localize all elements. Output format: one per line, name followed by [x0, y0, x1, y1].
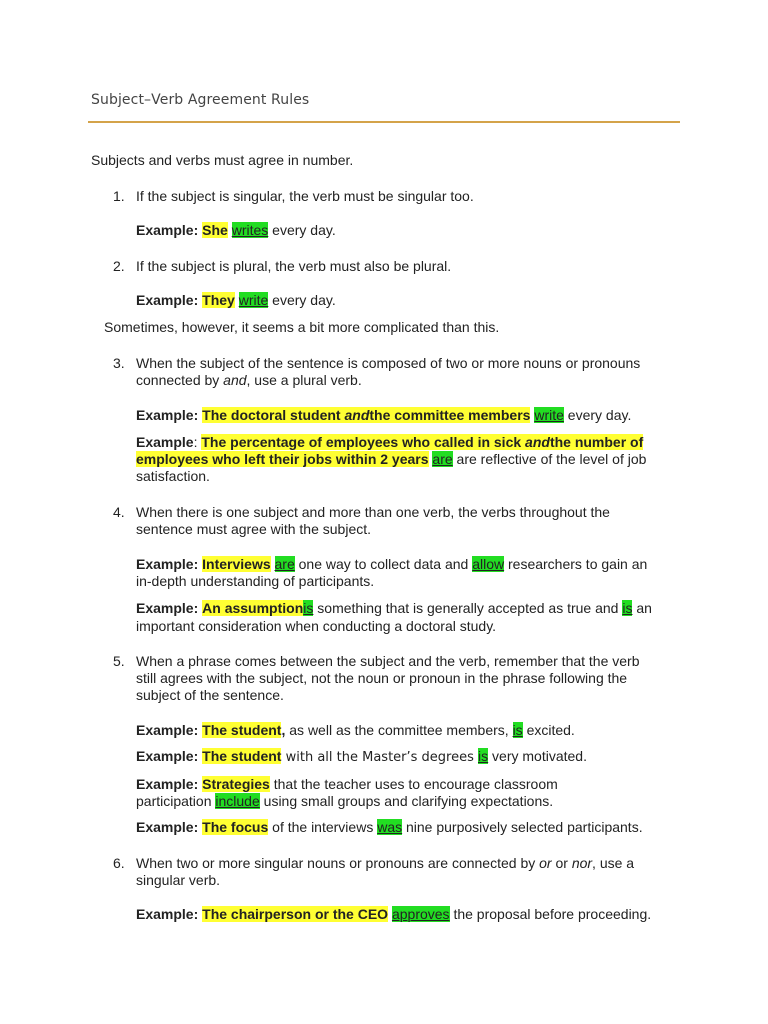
example-label: Example [136, 434, 194, 450]
example-line [136, 222, 336, 239]
verb-highlight: write [238, 292, 269, 308]
example-line: Example: The student with all the Master’s degrees is very motivated. [136, 748, 587, 765]
example-rest: every day. [563, 407, 632, 423]
example-rest: every day. [268, 222, 336, 238]
rule-number: 4. [113, 504, 125, 520]
example-line: Example: Strategies that the teacher uses to encourage classroom [136, 776, 558, 792]
verb-highlight: is [478, 748, 489, 764]
rule-number: 3. [113, 355, 125, 371]
example-label: Example: [136, 722, 199, 738]
subject-highlight: Interviews [202, 556, 271, 572]
subject-highlight: An assumption [202, 600, 304, 616]
verb-highlight: is [622, 600, 633, 616]
verb-highlight: is [512, 722, 523, 738]
example-line: important consideration when conducting a doctoral study. [136, 618, 497, 634]
verb-highlight: writes [231, 222, 269, 238]
example-rest: every day. [268, 292, 336, 308]
example-line: Example: The chairperson or the CEO approves the proposal before proceeding. [136, 906, 652, 922]
example-line: Example: An assumptionis something that is generally accepted as true and is an [136, 600, 652, 616]
page-title: Subject–Verb Agreement Rules [91, 92, 310, 108]
example-line: participation include using small groups and clarifying expectations. [136, 793, 554, 809]
subject-highlight: The doctoral student andthe committee members [202, 407, 531, 423]
subject-highlight: The focus [202, 819, 269, 835]
example-line [136, 292, 336, 309]
example-label: Example: [136, 600, 199, 616]
example-label: Example: [136, 222, 199, 238]
example-label: Example: [136, 748, 199, 764]
rule-text: If the subject is plural, the verb must also be plural. [136, 258, 452, 274]
rule-text: When there is one subject and more than one verb, the verbs throughout the [136, 504, 610, 520]
example-line: Example: Interviews are one way to collect data and allow researchers to gain an [136, 556, 648, 572]
example-line: in-depth understanding of participants. [136, 573, 375, 589]
rule-text: subject of the sentence. [136, 687, 284, 703]
rule-number: 2. [113, 258, 125, 274]
verb-highlight: allow [472, 556, 505, 572]
example-line [136, 407, 631, 424]
rule-text: If the subject is singular, the verb must be singular too. [136, 188, 474, 204]
verb-highlight: are [432, 451, 453, 467]
subject-highlight: The chairperson or the CEO [202, 906, 389, 922]
subject-highlight: Strategies [202, 776, 270, 792]
example-rest: are reflective of the level of job [452, 451, 647, 467]
example-label: Example: [136, 819, 199, 835]
example-label: Example: [136, 776, 199, 792]
rule-text: connected by and, use a plural verb. [136, 372, 362, 388]
transition-text: Sometimes, however, it seems a bit more complicated than this. [104, 319, 500, 335]
subject-highlight: employees who left their jobs within 2 years [136, 451, 429, 467]
verb-highlight: write [534, 407, 564, 423]
example-line: Example: The focus of the interviews was nine purposively selected participants. [136, 819, 643, 835]
verb-highlight: are [274, 556, 295, 572]
example-label: Example: [136, 906, 199, 922]
example-line: satisfaction. [136, 468, 210, 484]
rule-number: 6. [113, 855, 125, 871]
example-label: Example: [136, 407, 199, 423]
verb-highlight: was [377, 819, 403, 835]
rule-number: 5. [113, 653, 125, 669]
rule-text: still agrees with the subject, not the noun or pronoun in the phrase following the [136, 670, 628, 686]
verb-highlight: approves [391, 906, 450, 922]
rule-text: When a phrase comes between the subject and the verb, remember that the verb [136, 653, 640, 669]
subject-highlight: The student [202, 722, 282, 738]
title-underline [88, 121, 680, 123]
subject-highlight: The percentage of employees who called in sick andthe number of [201, 434, 644, 450]
subject-highlight: They [202, 292, 235, 308]
rule-text: sentence must agree with the subject. [136, 521, 372, 537]
example-line: Example: The percentage of employees who called in sick andthe number of [136, 434, 644, 450]
rule-text: When the subject of the sentence is composed of two or more nouns or pronouns [136, 355, 641, 371]
rule-text: singular verb. [136, 872, 221, 888]
rule-text: When two or more singular nouns or pronouns are connected by or or nor, use a [136, 855, 635, 871]
example-line: Example: The student, as well as the committee members, is excited. [136, 722, 575, 738]
verb-highlight: include [215, 793, 260, 809]
rule-number: 1. [113, 188, 125, 204]
intro-text: Subjects and verbs must agree in number. [91, 152, 354, 168]
verb-highlight: is [303, 600, 314, 616]
subject-highlight: She [202, 222, 228, 238]
example-label: Example: [136, 292, 199, 308]
subject-highlight: The student [202, 748, 282, 764]
example-line [136, 451, 646, 468]
example-label: Example: [136, 556, 199, 572]
